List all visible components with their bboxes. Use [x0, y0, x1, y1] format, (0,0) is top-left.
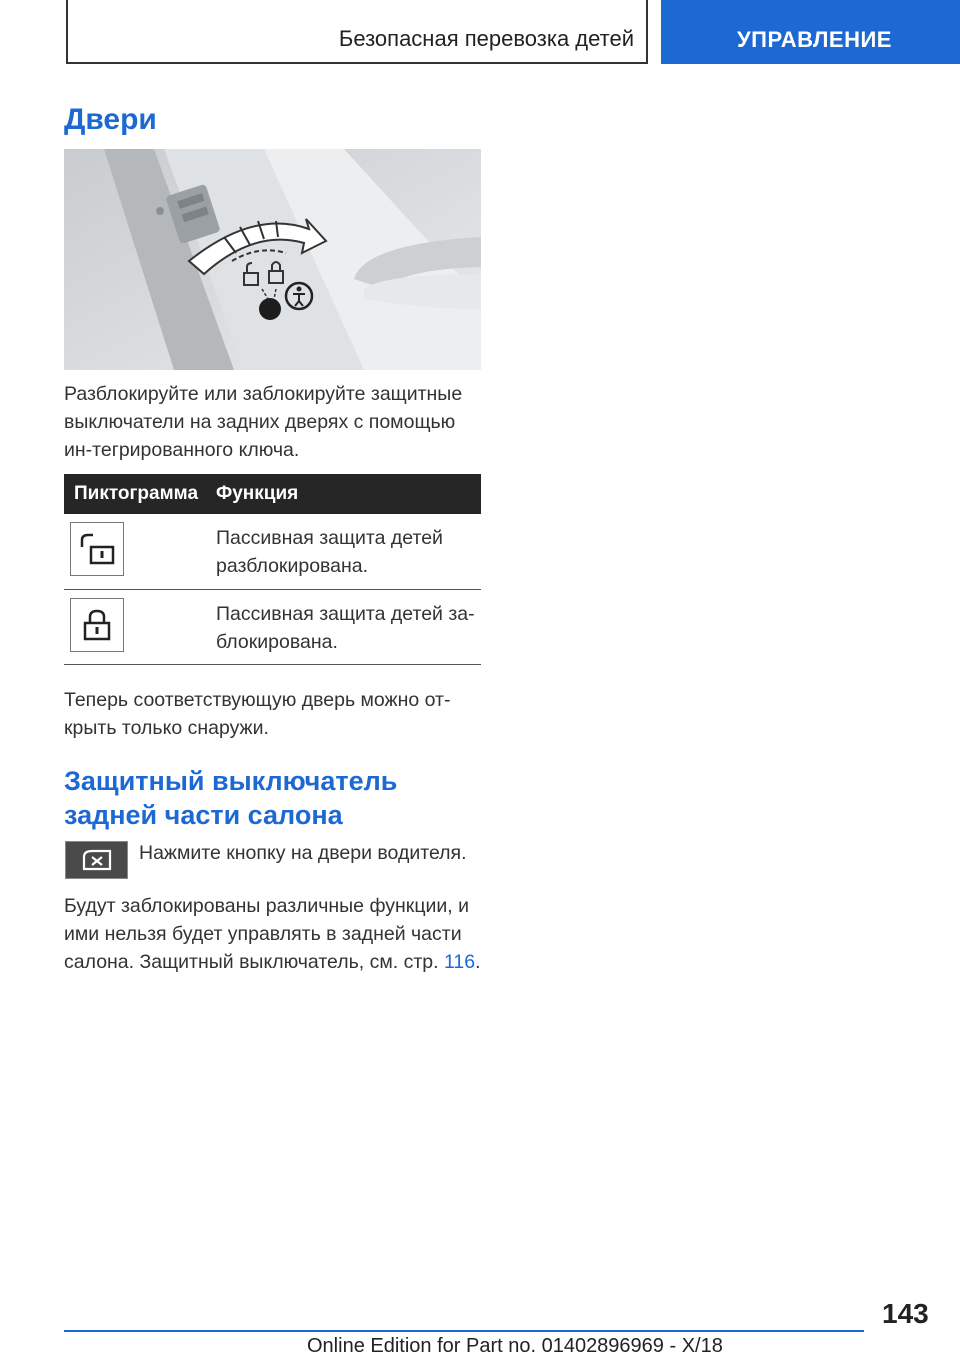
table-row — [64, 514, 481, 589]
table-header-function: Функция — [210, 474, 481, 514]
rear-switch-description: Будут заблокированы различные функции, и ими нельзя будет управлять в задней части салона. Защитный выключатель, см. стр. 116. — [64, 895, 481, 973]
unlocked-padlock-icon — [70, 522, 124, 576]
section-title-rear-switch: Защитный выключатель задней части салона — [64, 766, 398, 830]
page-number: 143 — [882, 1298, 929, 1329]
doors-note: Теперь соответствующую дверь можно от-крыть только снаружи. — [64, 689, 451, 739]
header-section-box — [66, 0, 648, 64]
table-row — [64, 589, 481, 664]
table-cell-function: Пассивная защита детей за-блокирована. — [210, 589, 481, 664]
door-child-lock-photo — [64, 149, 481, 370]
doors-description: Разблокируйте или заблокируйте защитные выключатели на задних дверях с помощью ин-тегрированного ключа. — [64, 383, 463, 461]
footer-divider — [64, 1330, 864, 1332]
table-cell-function: Пассивная защита детей разблокирована. — [210, 514, 481, 589]
locked-padlock-icon — [70, 598, 124, 652]
rear-switch-instruction: Нажмите кнопку на двери водителя. — [139, 842, 467, 864]
header-section-title: Безопасная перевозка детей — [338, 26, 634, 51]
table-header-pictogram: Пиктограмма — [64, 474, 210, 514]
footer-edition: Online Edition for Part no. 01402896969 - X/18 — [307, 1335, 723, 1357]
header-chapter-title: УПРАВЛЕНИЕ — [737, 27, 892, 52]
pictogram-table — [64, 474, 481, 665]
header-chapter-box — [661, 0, 960, 64]
page-link-116[interactable]: 116 — [443, 951, 476, 973]
window-lock-button-icon — [65, 841, 128, 879]
section-title-doors: Двери — [64, 103, 157, 136]
